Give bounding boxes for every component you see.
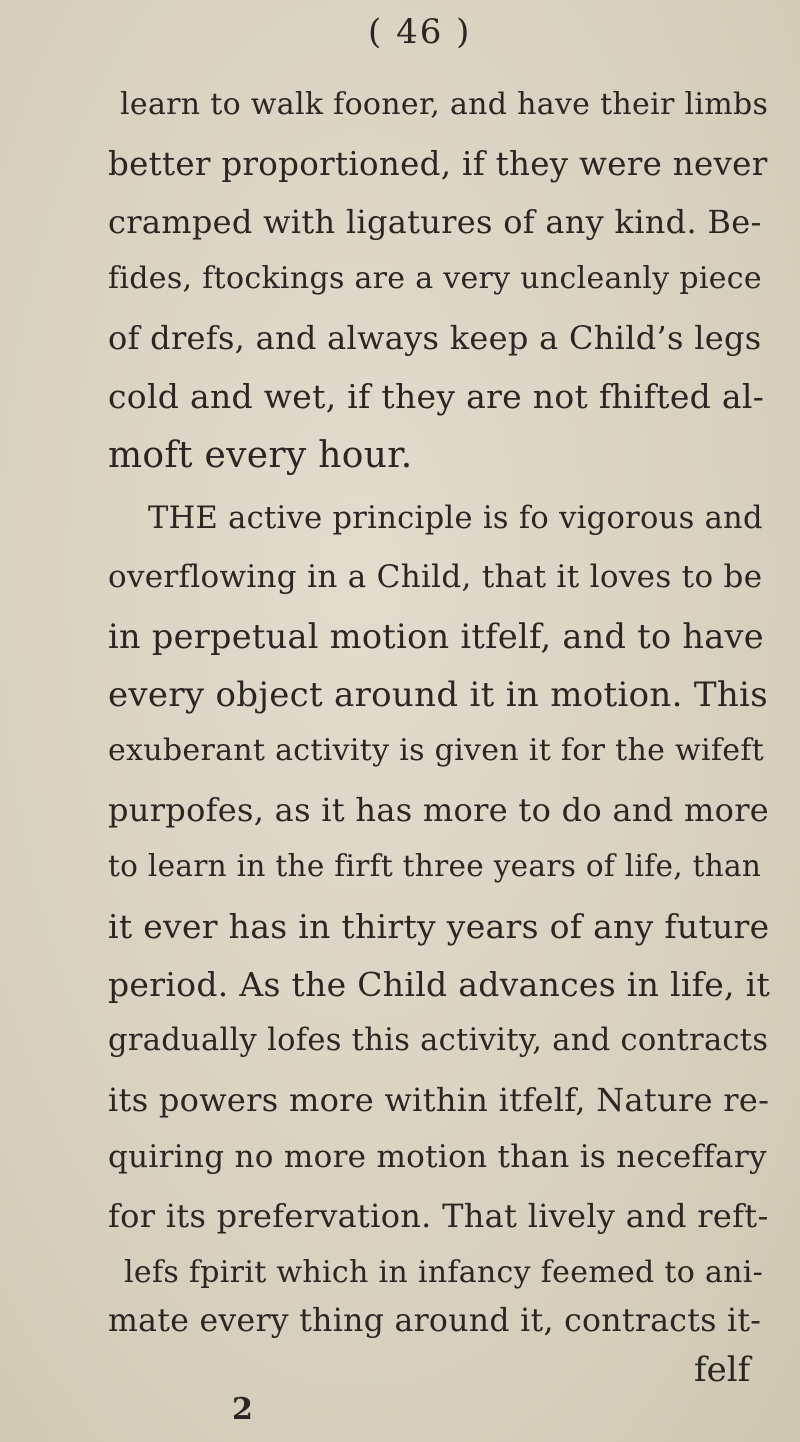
text-line: overflowing in a Child, that it loves to be xyxy=(108,559,763,595)
text-line: THE active principle is fo vigorous and xyxy=(148,501,763,536)
text-line: mate every thing around it, contracts it- xyxy=(108,1303,762,1339)
text-line: in perpetual motion itfelf, and to have xyxy=(108,617,764,656)
text-line: purpofes, as it has more to do and more xyxy=(108,791,770,829)
text-line: for its prefervation. That lively and reft- xyxy=(108,1197,769,1235)
text-line: gradually lofes this activity, and contracts xyxy=(108,1023,769,1058)
text-line: every object around it in motion. This xyxy=(108,675,768,715)
text-line: to learn in the firft three years of life, than xyxy=(108,849,762,883)
text-line: learn to walk fooner, and have their limbs xyxy=(120,87,769,122)
page-number: ( 46 ) xyxy=(368,12,472,52)
text-line: moft every hour. xyxy=(108,435,413,476)
catchword: felf xyxy=(694,1350,751,1390)
text-line: cramped with ligatures of any kind. Be- xyxy=(108,203,762,241)
text-line: cold and wet, if they are not fhifted al- xyxy=(108,377,765,416)
text-line: fides, ftockings are a very uncleanly piece xyxy=(108,261,762,296)
text-line: lefs fpirit which in infancy feemed to ani- xyxy=(124,1255,764,1290)
text-line: of drefs, and always keep a Child’s legs xyxy=(108,319,762,357)
text-line: it ever has in thirty years of any future xyxy=(108,907,770,946)
text-line: its powers more within itfelf, Nature re- xyxy=(108,1081,770,1119)
text-line: exuberant activity is given it for the wifeft xyxy=(108,733,765,768)
signature-mark: 2 xyxy=(232,1392,253,1427)
text-line: quiring no more motion than is neceffary xyxy=(108,1139,767,1175)
text-line: better proportioned, if they were never xyxy=(108,145,768,183)
text-line: period. As the Child advances in life, it xyxy=(108,965,771,1004)
